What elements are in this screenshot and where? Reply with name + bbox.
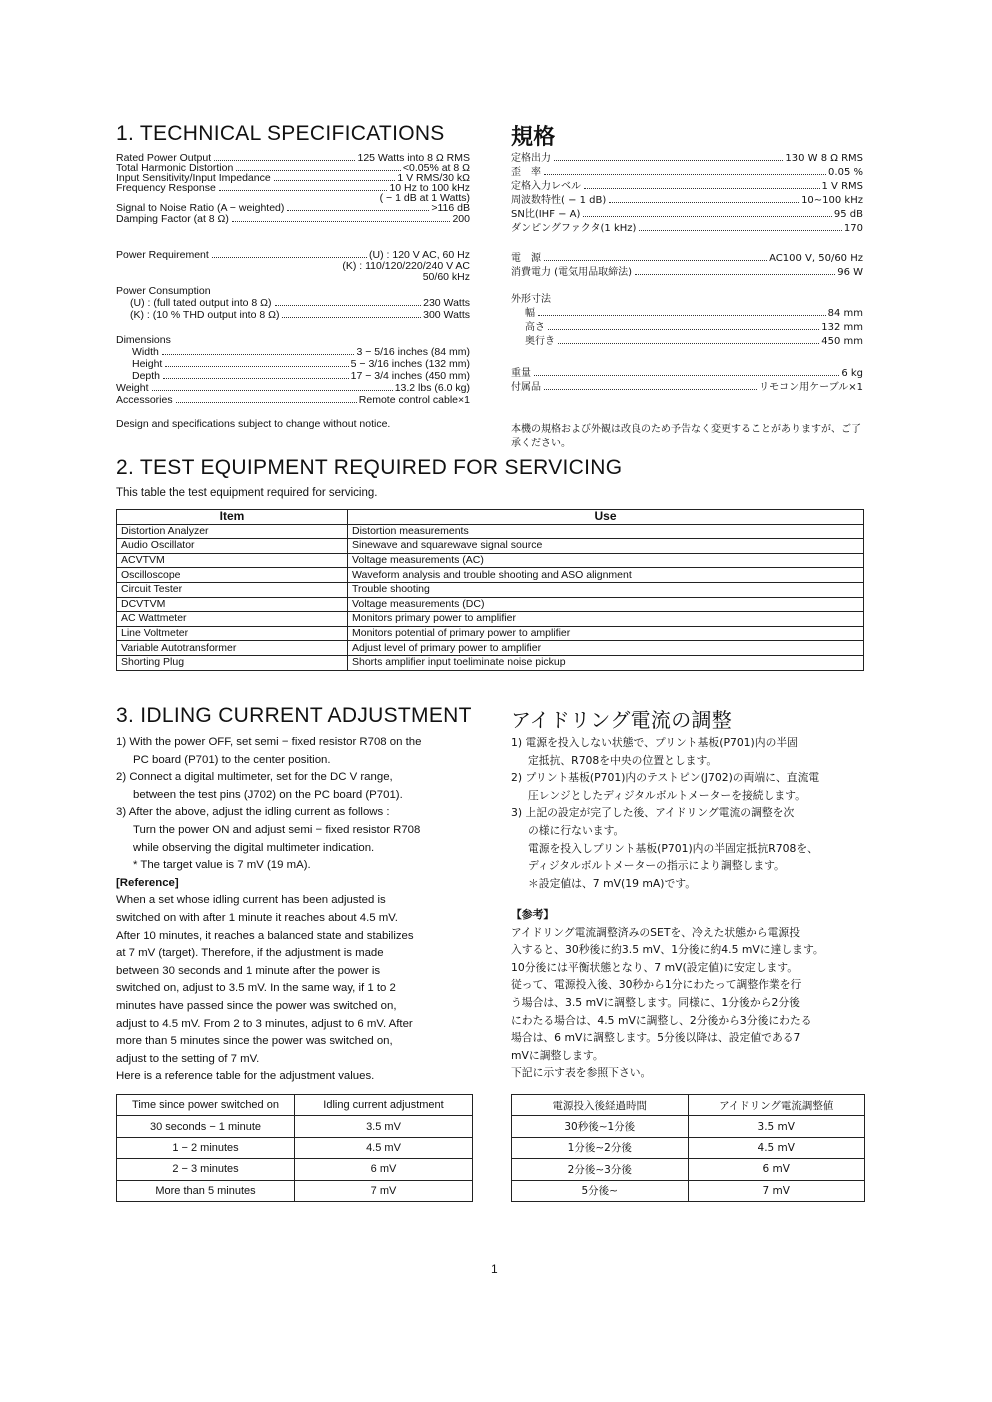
jp-spec-label: 奥行き — [525, 336, 555, 347]
time-cell: 30秒後∼1分後 — [512, 1116, 689, 1137]
spec-value: 200 — [452, 213, 470, 225]
step-text: 上記の設定が完了した後、アイドリング電流の調整を次 — [525, 806, 795, 820]
time-cell: 5分後∼ — [512, 1180, 689, 1201]
equipment-item: Oscilloscope — [117, 568, 348, 583]
jp-spec-list — [511, 152, 863, 236]
reference-line: at 7 mV (target). Therefore, if the adjustment is made — [116, 947, 384, 960]
jp-spec-value: 84 mm — [827, 308, 863, 319]
equipment-use: Shorts amplifier input toeliminate noise pickup — [348, 655, 864, 670]
jp-spec-label: ダンピングファクタ(1 kHz) — [511, 223, 637, 234]
section3-title: 3. IDLING CURRENT ADJUSTMENT — [116, 704, 472, 727]
step-text: while observing the digital multimeter indication. — [133, 841, 375, 854]
spec-value: 5 − 3/16 inches (132 mm) — [350, 358, 470, 370]
jp-spec-value: 96 W — [837, 267, 863, 278]
jp-spec-value: 450 mm — [821, 336, 863, 347]
table-row — [117, 641, 864, 656]
step-number: 3) — [511, 806, 523, 820]
equipment-use: Distortion measurements — [348, 524, 864, 539]
section2-subtitle: This table the test equipment required for servicing. — [116, 487, 378, 499]
reference-heading: 【参考】 — [511, 908, 555, 921]
jp-spec-value: 132 mm — [821, 322, 863, 333]
spec-label: Damping Factor (at 8 Ω) — [116, 213, 229, 225]
table-row — [117, 524, 864, 539]
spec-label: Signal to Noise Ratio (A − weighted) — [116, 202, 285, 214]
step-number: 1) — [116, 736, 127, 748]
reference-line: う場合は、3.5 mVに調整します。同様に、1分後から2分後 — [511, 995, 800, 1009]
time-cell: 1分後∼2分後 — [512, 1137, 689, 1158]
step-text: プリント基板(P701)内のテストピン(J702)の両端に、直流電 — [525, 771, 820, 785]
step-number: 2) — [511, 771, 523, 785]
step-text: の様に行ないます。 — [528, 823, 625, 837]
jp-spec-label: 歪 率 — [511, 167, 541, 178]
equipment-table-header — [117, 510, 864, 525]
jp-spec-value: 170 — [843, 223, 863, 234]
spec-continuation: ( − 1 dB at 1 Watts) — [379, 192, 470, 204]
step-text: between the test pins (J702) on the PC board (P701). — [133, 788, 403, 801]
equipment-use: Monitors potential of primary power to amplifier — [348, 626, 864, 641]
jp-spec-note: 本機の規格および外観は改良のため予告なく変更することがありますが、ご了承ください。 — [511, 424, 861, 449]
value-cell: 3.5 mV — [688, 1116, 865, 1137]
table-row — [117, 626, 864, 641]
value-cell: 6 mV — [688, 1159, 865, 1180]
time-cell: 1 − 2 minutes — [117, 1137, 295, 1158]
spec-value: 10 Hz to 100 kHz — [389, 182, 470, 194]
reference-line: adjust to the setting of 7 mV. — [116, 1052, 260, 1065]
spec-value: 125 Watts into 8 Ω RMS — [357, 152, 470, 164]
reference-line: switched on, adjust to 3.5 mV. In the same way, if 1 to 2 — [116, 982, 396, 995]
header-use: Use — [348, 510, 864, 525]
step-1 — [116, 734, 472, 752]
spec-value: >116 dB — [431, 202, 470, 214]
section3-title-jp: アイドリング電流の調整 — [511, 708, 733, 732]
reference-line: 入すると、30秒後に約3.5 mV、1分後に約4.5 mVに達します。 — [511, 943, 824, 957]
spec-label: Rated Power Output — [116, 152, 212, 164]
table-row — [117, 1137, 473, 1158]
spec-label: Frequency Response — [116, 182, 216, 194]
jp-spec-label: 電 源 — [511, 253, 541, 264]
equipment-item: Audio Oscillator — [117, 539, 348, 554]
jp-spec-value: リモコン用ケーブル×1 — [759, 382, 863, 393]
table-row — [117, 612, 864, 627]
jp-spec-value: 6 kg — [841, 368, 863, 379]
step-number: 2) — [116, 771, 127, 784]
jp-spec-label: 幅 — [525, 308, 535, 319]
time-cell: More than 5 minutes — [117, 1180, 295, 1201]
jp-step-2 — [511, 769, 867, 787]
step-2 — [116, 769, 472, 787]
section1-title: 1. TECHNICAL SPECIFICATIONS — [116, 122, 445, 145]
equipment-use: Voltage measurements (DC) — [348, 597, 864, 612]
step-text: With the power OFF, set semi − fixed resistor R708 on the — [129, 736, 422, 748]
equipment-item: Line Voltmeter — [117, 626, 348, 641]
equipment-use: Trouble shooting — [348, 582, 864, 597]
step-text: 電源を投入しプリント基板(P701)内の半固定抵抗R708を、 — [528, 841, 818, 855]
jp-spec-label: 重量 — [511, 368, 531, 379]
reference-line: mVに調整します。 — [511, 1048, 604, 1062]
time-cell: 2分後∼3分後 — [512, 1159, 689, 1180]
reference-heading: [Reference] — [116, 876, 179, 889]
spec-label: (K) : (10 % THD output into 8 Ω) — [130, 309, 280, 321]
header-cell: Time since power switched on — [117, 1095, 295, 1116]
reference-line: アイドリング電流調整済みのSETを、冷えた状態から電源投 — [511, 925, 801, 939]
jp-weight-acc — [511, 367, 863, 395]
equipment-item: ACVTVM — [117, 553, 348, 568]
adjustment-table — [116, 1094, 473, 1202]
equipment-item: AC Wattmeter — [117, 612, 348, 627]
spec-label: Power Consumption — [116, 285, 211, 297]
section1-title-jp: 規格 — [511, 124, 556, 150]
jp-spec-label: 周波数特性( − 1 dB) — [511, 195, 607, 206]
spec-value: 17 − 3/4 inches (450 mm) — [350, 370, 470, 382]
equipment-table — [116, 509, 864, 671]
spec-label: Input Sensitivity/Input Impedance — [116, 172, 271, 184]
step-text: 電源を投入しない状態で、プリント基板(P701)内の半固 — [525, 736, 798, 749]
power-consumption — [116, 285, 470, 321]
table-row — [512, 1159, 865, 1180]
spec-label: Accessories — [116, 394, 173, 406]
step-text: Connect a digital multimeter, set for the DC V range, — [129, 771, 393, 784]
reference-line: more than 5 minutes since the power was switched on, — [116, 1035, 393, 1048]
table-row — [117, 553, 864, 568]
equipment-use: Sinewave and squarewave signal source — [348, 539, 864, 554]
step-number: 3) — [116, 806, 127, 819]
jp-spec-value: 130 W 8 Ω RMS — [785, 153, 863, 164]
spec-note: Design and specifications subject to change without notice. — [116, 418, 391, 430]
table-row — [117, 568, 864, 583]
equipment-use: Voltage measurements (AC) — [348, 553, 864, 568]
step-text: PC board (P701) to the center position. — [133, 753, 331, 766]
spec-label: Dimensions — [116, 334, 171, 346]
spec-value: <0.05% at 8 Ω — [402, 162, 470, 174]
header-cell: 電源投入後経過時間 — [512, 1095, 689, 1116]
table-row — [117, 597, 864, 612]
jp-spec-label: 高さ — [525, 322, 545, 333]
reference-line: 場合は、6 mVに調整します。5分後以降は、設定値である7 — [511, 1031, 801, 1045]
spec-value: 13.2 lbs (6.0 kg) — [394, 382, 470, 394]
spec-label: Weight — [116, 382, 149, 394]
spec-value: Remote control cable×1 — [358, 394, 470, 406]
section3-steps-en — [116, 734, 472, 1086]
jp-spec-value: 95 dB — [833, 209, 863, 220]
table-row — [117, 1159, 473, 1180]
value-cell: 3.5 mV — [295, 1116, 473, 1137]
spec-value: 230 Watts — [423, 297, 470, 309]
header-cell: アイドリング電流調整値 — [688, 1095, 865, 1116]
spec-label: Depth — [132, 370, 161, 382]
jp-spec-value: 0.05 % — [828, 167, 863, 178]
jp-spec-value: 1 V RMS — [821, 181, 863, 192]
table-row — [117, 539, 864, 554]
equipment-item: DCVTVM — [117, 597, 348, 612]
reference-line: After 10 minutes, it reaches a balanced state and stabilizes — [116, 929, 414, 942]
step-text: Turn the power ON and adjust semi − fixed resistor R708 — [133, 823, 421, 836]
jp-spec-value: 10∼100 kHz — [801, 195, 863, 206]
dimensions — [116, 334, 470, 406]
reference-line: switched on with after 1 minute it reaches about 4.5 mV. — [116, 911, 398, 924]
spec-label: Power Requirement — [116, 249, 209, 261]
page-number: 1 — [491, 1262, 498, 1276]
spec-list-top — [116, 152, 470, 225]
table-row — [117, 1180, 473, 1201]
section2-title: 2. TEST EQUIPMENT REQUIRED FOR SERVICING — [116, 456, 623, 479]
step-text: ＊設定値は、7 mV(19 mA)です。 — [528, 876, 697, 890]
header-cell: Idling current adjustment — [295, 1095, 473, 1116]
power-requirement — [116, 249, 470, 283]
step-3 — [116, 804, 472, 822]
jp-spec-label: 定格入力レベル — [511, 181, 581, 192]
spec-value: 300 Watts — [423, 309, 470, 321]
jp-step-1 — [511, 734, 867, 752]
spec-label: Height — [132, 358, 163, 370]
step-text: ディジタルボルトメーターの指示により調整します。 — [528, 859, 785, 873]
jp-spec-label: 付属品 — [511, 382, 541, 393]
spec-value: 3 − 5/16 inches (84 mm) — [356, 346, 470, 358]
adjustment-table-jp — [511, 1094, 865, 1202]
reference-line: between 30 seconds and 1 minute after the power is — [116, 964, 381, 977]
time-cell: 30 seconds − 1 minute — [117, 1116, 295, 1137]
jp-dimensions — [511, 293, 863, 349]
spec-label: Total Harmonic Distortion — [116, 162, 234, 174]
table-row — [117, 582, 864, 597]
jp-spec-label: 外形寸法 — [511, 294, 551, 305]
step-text: 圧レンジとしたディジタルボルトメーターを接続します。 — [528, 788, 806, 802]
reference-line: minutes have passed since the power was switched on, — [116, 999, 397, 1012]
reference-line: 10分後には平衡状態となり、7 mV(設定値)に安定します。 — [511, 960, 799, 974]
reference-line: When a set whose idling current has been adjusted is — [116, 894, 386, 907]
header-item: Item — [117, 510, 348, 525]
equipment-use: Adjust level of primary power to amplifier — [348, 641, 864, 656]
jp-spec-value: AC100 V, 50/60 Hz — [769, 253, 863, 264]
time-cell: 2 − 3 minutes — [117, 1159, 295, 1180]
value-cell: 7 mV — [688, 1180, 865, 1201]
table-row — [117, 655, 864, 670]
table-intro: Here is a reference table for the adjustment values. — [116, 1070, 375, 1083]
section3-reference-jp — [511, 906, 867, 1082]
jp-spec-label: 定格出力 — [511, 153, 551, 164]
spec-value: 50/60 kHz — [422, 271, 470, 283]
equipment-item: Shorting Plug — [117, 655, 348, 670]
equipment-use: Monitors primary power to amplifier — [348, 612, 864, 627]
equipment-item: Distortion Analyzer — [117, 524, 348, 539]
section3-steps-jp — [511, 734, 867, 892]
equipment-item: Variable Autotransformer — [117, 641, 348, 656]
jp-power — [511, 252, 863, 280]
jp-spec-label: SN比(IHF − A) — [511, 209, 581, 220]
spec-label: (U) : (full tated output into 8 Ω) — [130, 297, 272, 309]
reference-line: adjust to 4.5 mV. From 2 to 3 minutes, adjust to 6 mV. After — [116, 1017, 413, 1030]
table-row — [512, 1116, 865, 1137]
value-cell: 6 mV — [295, 1159, 473, 1180]
adjustment-table-header — [117, 1095, 473, 1116]
spec-value: (K) : 110/120/220/240 V AC — [342, 260, 470, 272]
spec-row — [116, 213, 470, 225]
step-text: 定抵抗、R708を中央の位置とします。 — [528, 753, 718, 767]
reference-line: 従って、電源投入後、30秒から1分にわたって調整作業を行 — [511, 978, 802, 992]
spec-value: (U) : 120 V AC, 60 Hz — [369, 249, 470, 261]
equipment-use: Waveform analysis and trouble shooting and ASO alignment — [348, 568, 864, 583]
reference-line: 下記に示す表を参照下さい。 — [511, 1066, 652, 1080]
equipment-item: Circuit Tester — [117, 582, 348, 597]
reference-line: にわたる場合は、4.5 mVに調整し、2分後から3分後にわたる — [511, 1013, 812, 1027]
spec-label: Width — [132, 346, 159, 358]
spec-value: 1 V RMS/30 kΩ — [397, 172, 470, 184]
value-cell: 4.5 mV — [688, 1137, 865, 1158]
jp-step-3 — [511, 804, 867, 822]
step-number: 1) — [511, 736, 523, 749]
table-row — [512, 1180, 865, 1201]
table-row — [512, 1137, 865, 1158]
value-cell: 4.5 mV — [295, 1137, 473, 1158]
table-row — [117, 1116, 473, 1137]
step-text: After the above, adjust the idling current as follows : — [128, 806, 390, 819]
adjustment-table-header-jp — [512, 1095, 865, 1116]
value-cell: 7 mV — [295, 1180, 473, 1201]
jp-spec-label: 消費電力 (電気用品取締法) — [511, 267, 632, 278]
step-text: * The target value is 7 mV (19 mA). — [133, 859, 311, 872]
